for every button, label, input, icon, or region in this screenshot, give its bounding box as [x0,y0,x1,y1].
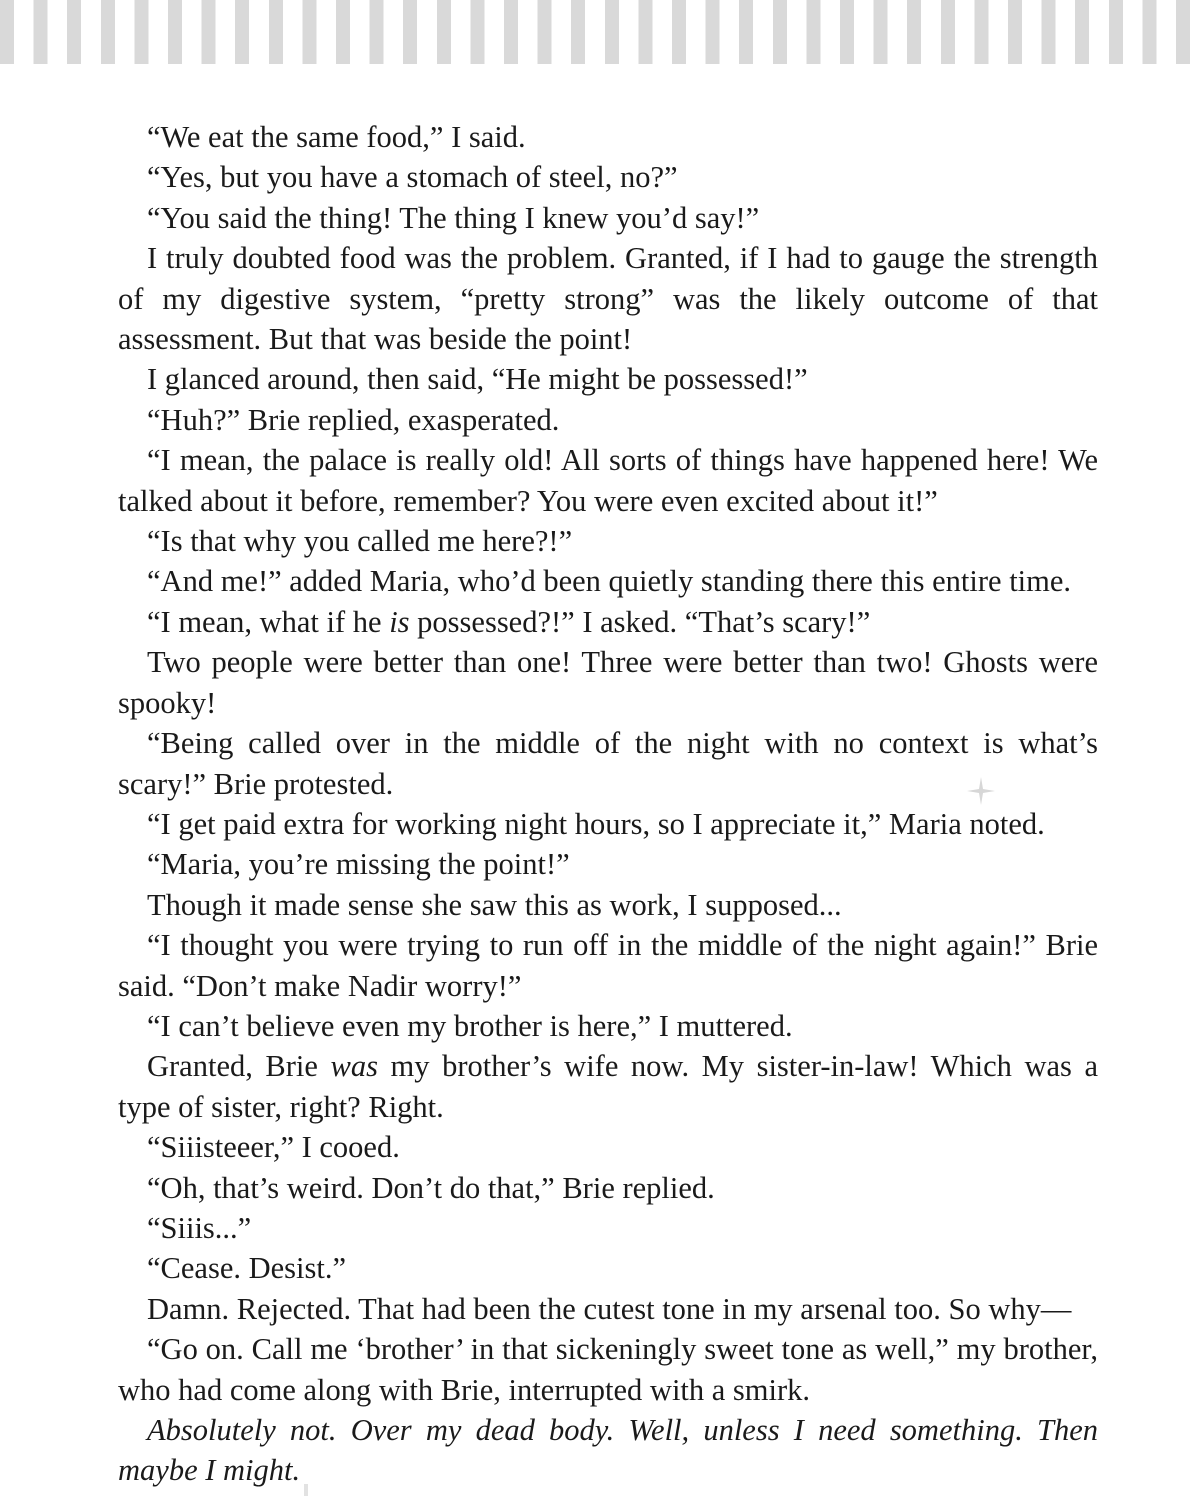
paragraph: “Siiisteeer,” I cooed. [147,1130,400,1165]
paragraph: I truly doubted food was the problem. Granted, if I had to gauge the strength of my digestive system, “pretty strong” was the likely outcome of that assessment. But that was beside the point! [118,241,1098,357]
paragraph [118,602,1098,642]
italic-paragraph: Absolutely not. Over my dead body. Well, unless I need something. Then maybe I might. [118,1413,1098,1488]
paragraph: “You said the thing! The thing I knew you’d say!” [147,200,760,235]
paragraph: “I mean, the palace is really old! All sorts of things have happened here! We talked about it before, remember? You were even excited about it!” [118,443,1098,518]
emphasis: was [330,1049,378,1084]
page-body-text [118,117,1098,1491]
paragraph: “I thought you were trying to run off in the middle of the night again!” Brie said. “Don’t make Nadir worry!” [118,928,1098,1003]
paragraph: “Maria, you’re missing the point!” [147,847,570,882]
paragraph: “Is that why you called me here?!” [147,524,573,559]
text-run: “I mean, what if he [147,604,390,639]
paragraph: “I can’t believe even my brother is here,” I muttered. [147,1008,793,1043]
paragraph: “We eat the same food,” I said. [147,120,526,154]
paragraph: “Siiis...” [147,1210,252,1245]
paragraph: “Oh, that’s weird. Don’t do that,” Brie replied. [147,1170,715,1205]
emphasis: is [389,604,410,639]
paragraph: “Being called over in the middle of the night with no context is what’s scary!” Brie protested. [118,726,1098,801]
text-run: my brother’s wife now. My sister-in-law! Which was a type of sister, right? Right. [118,1049,1098,1124]
paragraph: “Huh?” Brie replied, exasperated. [147,402,560,437]
paragraph: “Yes, but you have a stomach of steel, no?” [147,160,678,195]
paragraph: Two people were better than one! Three were better than two! Ghosts were spooky! [118,645,1098,720]
sparkle-icon [966,776,996,806]
paragraph: Though it made sense she saw this as work, I supposed... [147,887,842,922]
paragraph [118,1046,1098,1127]
text-run: possessed?!” I asked. “That’s scary!” [409,604,871,639]
paragraph: “Go on. Call me ‘brother’ in that sickeningly sweet tone as well,” my brother, who had come along with Brie, interrupted with a smirk. [118,1332,1098,1407]
paragraph: “Cease. Desist.” [147,1251,347,1286]
paragraph: I glanced around, then said, “He might be possessed!” [147,362,808,397]
decorative-stripe-bar [0,0,1200,64]
text-run: Granted, Brie [147,1049,331,1084]
paragraph: “I get paid extra for working night hours, so I appreciate it,” Maria noted. [147,806,1045,841]
paragraph: Damn. Rejected. That had been the cutest tone in my arsenal too. So why— [147,1291,1072,1326]
paragraph: “And me!” added Maria, who’d been quietly standing there this entire time. [147,564,1072,599]
scan-mark [304,1484,308,1496]
